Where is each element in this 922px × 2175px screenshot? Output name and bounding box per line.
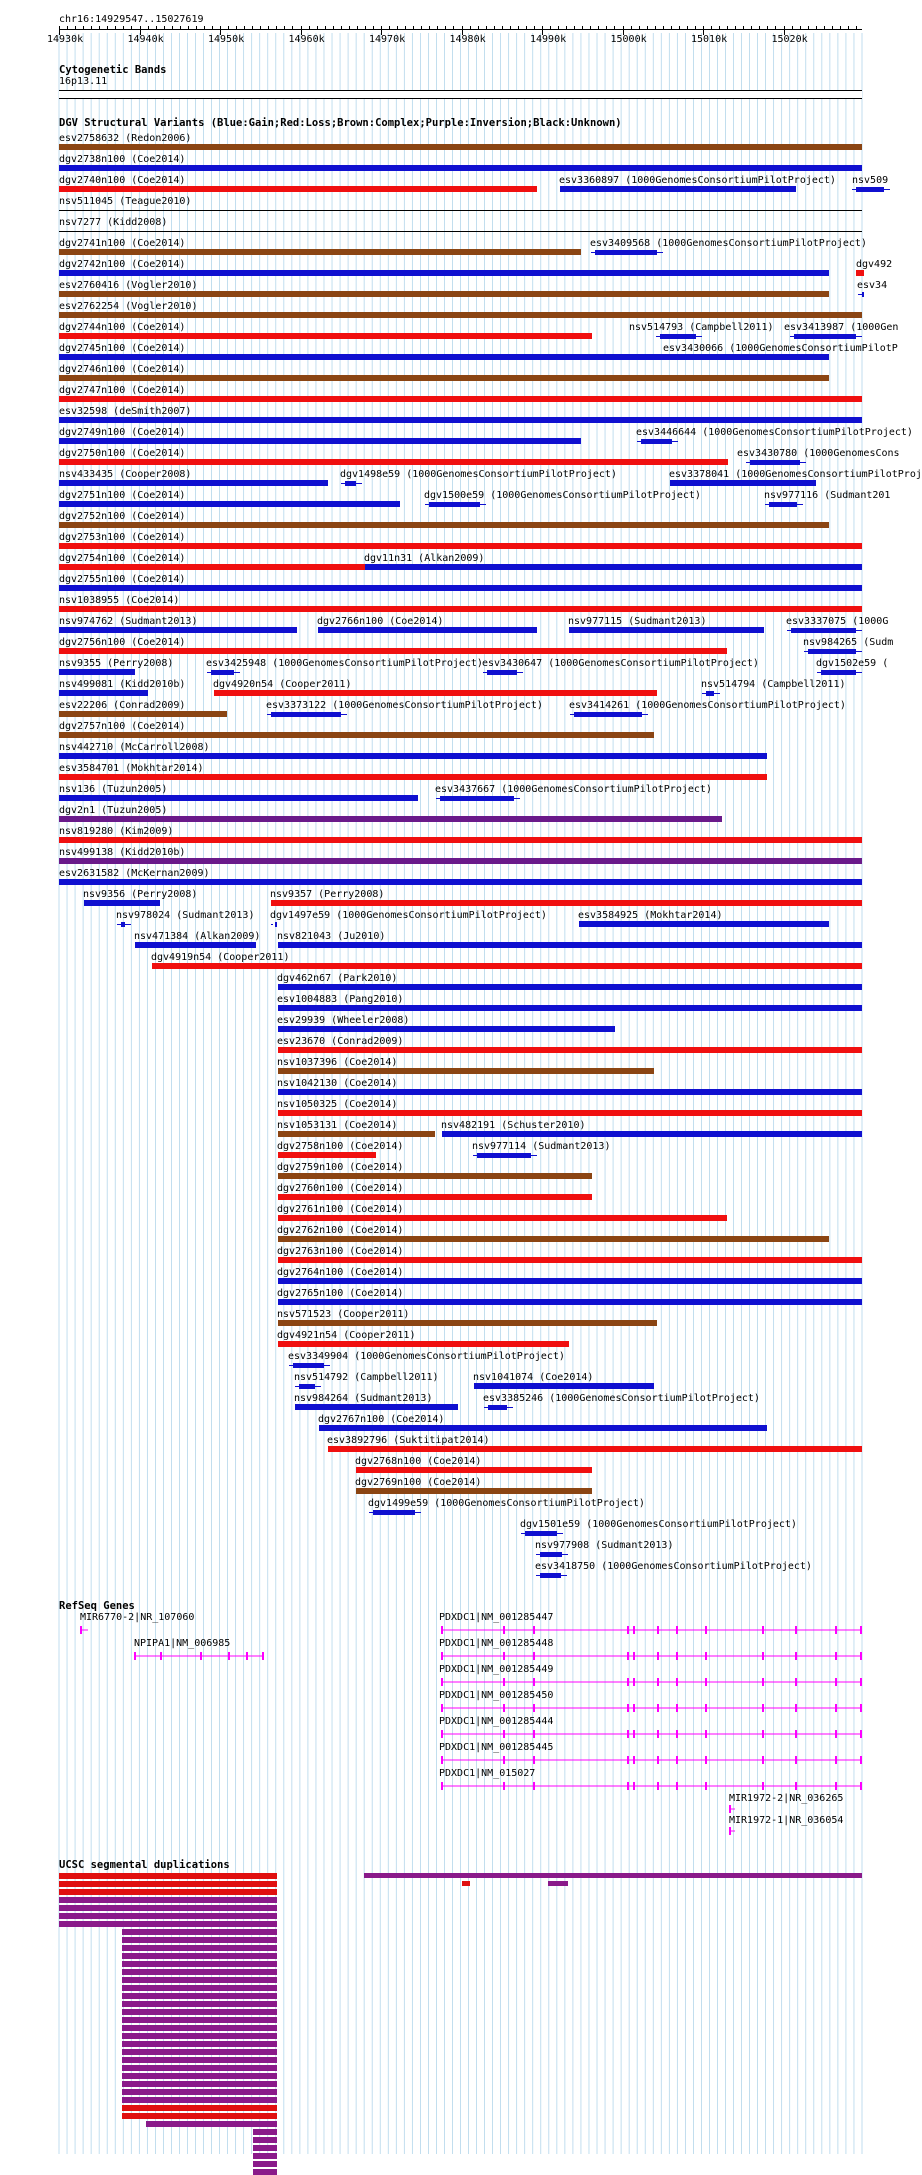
gene-exon[interactable] xyxy=(627,1730,629,1738)
variant-label[interactable]: dgv2740n100 (Coe2014) xyxy=(59,175,186,186)
gene-exon[interactable] xyxy=(262,1652,264,1660)
gene-exon[interactable] xyxy=(860,1678,862,1686)
gene-exon[interactable] xyxy=(533,1730,535,1738)
gene-exon[interactable] xyxy=(441,1782,443,1790)
ruler-tick-label: 14940k xyxy=(127,34,164,45)
gene-label[interactable]: PDXDC1|NM_001285450 xyxy=(439,1690,554,1701)
ruler-tick-label: 15020k xyxy=(771,34,808,45)
variant-label[interactable]: esv29939 (Wheeler2008) xyxy=(277,1015,410,1026)
variant-label[interactable]: esv3413987 (1000Gen xyxy=(784,322,899,333)
gene-label[interactable]: PDXDC1|NM_001285447 xyxy=(439,1612,554,1623)
variant-label[interactable]: esv3414261 (1000GenomesConsortiumPilotProject) xyxy=(569,700,846,711)
variant-label[interactable]: esv22206 (Conrad2009) xyxy=(59,700,186,711)
segdup-block[interactable] xyxy=(122,1961,277,1967)
variant-label[interactable]: esv2631582 (McKernan2009) xyxy=(59,868,210,879)
gene-exon[interactable] xyxy=(633,1652,635,1660)
segdup-block[interactable] xyxy=(122,2049,277,2055)
variant-label[interactable]: esv2760416 (Vogler2010) xyxy=(59,280,198,291)
variant-label[interactable]: dgv4921n54 (Cooper2011) xyxy=(277,1330,416,1341)
segdup-block[interactable] xyxy=(364,1873,862,1878)
variant-label[interactable]: esv3892796 (Suktitipat2014) xyxy=(327,1435,490,1446)
gene-exon[interactable] xyxy=(633,1678,635,1686)
variant-label[interactable]: esv3425948 (1000GenomesConsortiumPilotProject) xyxy=(206,658,483,669)
refseq-track-title: RefSeq Genes xyxy=(59,1600,135,1612)
gene-label[interactable]: PDXDC1|NM_001285449 xyxy=(439,1664,554,1675)
variant-label[interactable]: nsv514794 (Campbell2011) xyxy=(701,679,846,690)
variant-label[interactable]: nsv136 (Tuzun2005) xyxy=(59,784,168,795)
gene-exon[interactable] xyxy=(705,1704,707,1712)
gene-exon[interactable] xyxy=(795,1704,797,1712)
segdup-block[interactable] xyxy=(122,1993,277,1999)
variant-label[interactable]: nsv984264 (Sudmant2013) xyxy=(294,1393,433,1404)
variant-label[interactable]: esv32598 (deSmith2007) xyxy=(59,406,192,417)
variant-label[interactable]: esv3584925 (Mokhtar2014) xyxy=(578,910,723,921)
segdup-block[interactable] xyxy=(253,2129,277,2135)
segdup-block[interactable] xyxy=(122,2017,277,2023)
gene-exon[interactable] xyxy=(533,1626,535,1634)
variant-label[interactable]: dgv2750n100 (Coe2014) xyxy=(59,448,186,459)
gene-exon[interactable] xyxy=(795,1782,797,1790)
gene-exon[interactable] xyxy=(441,1652,443,1660)
variant-label[interactable]: dgv2764n100 (Coe2014) xyxy=(277,1267,404,1278)
variant-label[interactable]: nsv821043 (Ju2010) xyxy=(277,931,386,942)
gene-exon[interactable] xyxy=(533,1678,535,1686)
variant-label[interactable]: dgv462n67 (Park2010) xyxy=(277,973,398,984)
variant-label[interactable]: dgv2746n100 (Coe2014) xyxy=(59,364,186,375)
ruler-tick-label: 14950k xyxy=(208,34,245,45)
variant-label[interactable]: esv3418750 (1000GenomesConsortiumPilotProject) xyxy=(535,1561,812,1572)
variant-label[interactable]: dgv1501e59 (1000GenomesConsortiumPilotProject) xyxy=(520,1519,797,1530)
variant-label[interactable]: nsv1050325 (Coe2014) xyxy=(277,1099,398,1110)
segdup-block[interactable] xyxy=(59,1881,277,1887)
ruler-tick-label: 14960k xyxy=(288,34,325,45)
gene-exon[interactable] xyxy=(657,1704,659,1712)
variant-label[interactable]: nsv499138 (Kidd2010b) xyxy=(59,847,186,858)
variant-label[interactable]: dgv2749n100 (Coe2014) xyxy=(59,427,186,438)
segdup-block[interactable] xyxy=(122,2113,277,2119)
variant-label[interactable]: dgv2756n100 (Coe2014) xyxy=(59,637,186,648)
gene-exon[interactable] xyxy=(228,1652,230,1660)
variant-label[interactable]: esv3430647 (1000GenomesConsortiumPilotProject) xyxy=(482,658,759,669)
variant-label[interactable]: dgv2n1 (Tuzun2005) xyxy=(59,805,168,816)
variant-label[interactable]: esv3360897 (1000GenomesConsortiumPilotProject) xyxy=(559,175,836,186)
segdup-block[interactable] xyxy=(122,1977,277,1983)
ruler-tick-label: 14980k xyxy=(449,34,486,45)
cytoband-label[interactable]: 16p13.11 xyxy=(59,76,108,87)
gene-exon[interactable] xyxy=(762,1626,764,1634)
variant-label[interactable]: esv3373122 (1000GenomesConsortiumPilotProject) xyxy=(266,700,543,711)
gene-exon[interactable] xyxy=(795,1730,797,1738)
variant-label[interactable]: nsv571523 (Cooper2011) xyxy=(277,1309,410,1320)
segdup-block[interactable] xyxy=(122,2073,277,2079)
variant-label[interactable]: esv3349904 (1000GenomesConsortiumPilotProject) xyxy=(288,1351,565,1362)
gene-exon[interactable] xyxy=(705,1626,707,1634)
variant-label[interactable]: esv23670 (Conrad2009) xyxy=(277,1036,404,1047)
variant-label[interactable]: dgv1499e59 (1000GenomesConsortiumPilotProject) xyxy=(368,1498,645,1509)
variant-label[interactable]: nsv977116 (Sudmant201 xyxy=(764,490,891,501)
gene-label[interactable]: NPIPA1|NM_006985 xyxy=(134,1638,231,1649)
gene-exon[interactable] xyxy=(835,1652,837,1660)
gene-exon[interactable] xyxy=(633,1756,635,1764)
gene-exon[interactable] xyxy=(835,1704,837,1712)
segdup-block[interactable] xyxy=(253,2137,277,2143)
segdup-block[interactable] xyxy=(59,1889,277,1895)
variant-label[interactable]: dgv2745n100 (Coe2014) xyxy=(59,343,186,354)
gene-exon[interactable] xyxy=(835,1756,837,1764)
variant-label[interactable]: nsv509 xyxy=(852,175,889,186)
gene-exon[interactable] xyxy=(762,1652,764,1660)
segdup-block[interactable] xyxy=(122,2009,277,2015)
gene-exon[interactable] xyxy=(633,1730,635,1738)
variant-label[interactable]: esv3378041 (1000GenomesConsortiumPilotProj xyxy=(669,469,922,480)
ruler-tick-label: 15010k xyxy=(691,34,728,45)
gene-exon[interactable] xyxy=(533,1704,535,1712)
variant-label[interactable]: nsv1038955 (Coe2014) xyxy=(59,595,180,606)
gene-exon[interactable] xyxy=(835,1678,837,1686)
segdup-block[interactable] xyxy=(122,2089,277,2095)
segdup-block[interactable] xyxy=(59,1921,277,1927)
variant-label[interactable]: nsv977115 (Sudmant2013) xyxy=(568,616,707,627)
gene-exon[interactable] xyxy=(676,1652,678,1660)
gene-label[interactable]: PDXDC1|NM_001285448 xyxy=(439,1638,554,1649)
variant-label[interactable]: nsv974762 (Sudmant2013) xyxy=(59,616,198,627)
gene-exon[interactable] xyxy=(200,1652,202,1660)
variant-label[interactable]: dgv2759n100 (Coe2014) xyxy=(277,1162,404,1173)
gene-exon[interactable] xyxy=(676,1756,678,1764)
variant-label[interactable]: dgv2752n100 (Coe2014) xyxy=(59,511,186,522)
gene-exon[interactable] xyxy=(729,1827,731,1835)
gene-exon[interactable] xyxy=(627,1782,629,1790)
gene-exon[interactable] xyxy=(503,1730,505,1738)
segdup-block[interactable] xyxy=(122,1953,277,1959)
segdup-block[interactable] xyxy=(462,1881,470,1886)
gene-label[interactable]: PDXDC1|NM_015027 xyxy=(439,1768,536,1779)
ruler-tick-label: 14970k xyxy=(369,34,406,45)
gene-exon[interactable] xyxy=(795,1756,797,1764)
variant-label[interactable]: dgv2754n100 (Coe2014) xyxy=(59,553,186,564)
gene-exon[interactable] xyxy=(860,1782,862,1790)
gene-exon[interactable] xyxy=(633,1782,635,1790)
segdup-block[interactable] xyxy=(253,2145,277,2151)
gene-exon[interactable] xyxy=(705,1730,707,1738)
variant-label[interactable]: nsv977908 (Sudmant2013) xyxy=(535,1540,674,1551)
gene-exon[interactable] xyxy=(533,1652,535,1660)
variant-label[interactable]: dgv2761n100 (Coe2014) xyxy=(277,1204,404,1215)
variant-label[interactable]: esv3437667 (1000GenomesConsortiumPilotProject) xyxy=(435,784,712,795)
gene-exon[interactable] xyxy=(633,1704,635,1712)
segdup-block[interactable] xyxy=(253,2169,277,2175)
segdup-block[interactable] xyxy=(253,2161,277,2167)
gene-exon[interactable] xyxy=(503,1782,505,1790)
variant-label[interactable]: nsv1053131 (Coe2014) xyxy=(277,1120,398,1131)
gene-exon[interactable] xyxy=(657,1678,659,1686)
variant-label[interactable]: nsv7277 (Kidd2008) xyxy=(59,217,168,228)
ruler-tick-label: 14930k xyxy=(47,34,84,45)
variant-label[interactable]: nsv514793 (Campbell2011) xyxy=(629,322,774,333)
gene-exon[interactable] xyxy=(246,1652,248,1660)
variant-label[interactable]: nsv977114 (Sudmant2013) xyxy=(472,1141,611,1152)
gene-exon[interactable] xyxy=(676,1704,678,1712)
gene-exon[interactable] xyxy=(676,1730,678,1738)
gene-exon[interactable] xyxy=(80,1626,82,1634)
variant-label[interactable]: esv34 xyxy=(857,280,888,291)
segdup-block[interactable] xyxy=(122,1969,277,1975)
variant-label[interactable]: esv3430780 (1000GenomesCons xyxy=(737,448,900,459)
gene-exon[interactable] xyxy=(705,1678,707,1686)
segdup-block[interactable] xyxy=(122,2025,277,2031)
gene-exon[interactable] xyxy=(441,1704,443,1712)
variant-label[interactable]: esv1004883 (Pang2010) xyxy=(277,994,404,1005)
gene-exon[interactable] xyxy=(860,1652,862,1660)
gene-label[interactable]: MIR1972-2|NR_036265 xyxy=(729,1793,844,1804)
gene-exon[interactable] xyxy=(134,1652,136,1660)
gene-exon[interactable] xyxy=(657,1730,659,1738)
gene-exon[interactable] xyxy=(657,1756,659,1764)
segdup-block[interactable] xyxy=(122,2033,277,2039)
gene-exon[interactable] xyxy=(503,1652,505,1660)
segdup-block[interactable] xyxy=(122,2057,277,2063)
variant-label[interactable]: dgv2760n100 (Coe2014) xyxy=(277,1183,404,1194)
gene-exon[interactable] xyxy=(503,1756,505,1764)
segdup-block[interactable] xyxy=(122,1985,277,1991)
variant-label[interactable]: dgv4919n54 (Cooper2011) xyxy=(151,952,290,963)
variant-label[interactable]: dgv4920n54 (Cooper2011) xyxy=(213,679,352,690)
variant-label[interactable]: nsv9356 (Perry2008) xyxy=(83,889,198,900)
variant-label[interactable]: nsv819280 (Kim2009) xyxy=(59,826,174,837)
variant-label[interactable]: dgv1497e59 (1000GenomesConsortiumPilotProject) xyxy=(270,910,547,921)
variant-label[interactable]: nsv1037396 (Coe2014) xyxy=(277,1057,398,1068)
gene-exon[interactable] xyxy=(762,1756,764,1764)
variant-label[interactable]: esv2758632 (Redon2006) xyxy=(59,133,192,144)
gene-exon[interactable] xyxy=(762,1704,764,1712)
variant-label[interactable]: esv3385246 (1000GenomesConsortiumPilotProject) xyxy=(483,1393,760,1404)
gene-exon[interactable] xyxy=(441,1756,443,1764)
segdup-track-title: UCSC segmental duplications xyxy=(59,1859,230,1871)
segdup-block[interactable] xyxy=(122,2081,277,2087)
segdup-block[interactable] xyxy=(59,1913,277,1919)
gene-exon[interactable] xyxy=(533,1782,535,1790)
gene-exon[interactable] xyxy=(835,1782,837,1790)
gene-exon[interactable] xyxy=(657,1652,659,1660)
variant-label[interactable]: dgv2755n100 (Coe2014) xyxy=(59,574,186,585)
variant-label[interactable]: esv2762254 (Vogler2010) xyxy=(59,301,198,312)
gene-exon[interactable] xyxy=(627,1678,629,1686)
gene-exon[interactable] xyxy=(795,1678,797,1686)
variant-label[interactable]: dgv2753n100 (Coe2014) xyxy=(59,532,186,543)
segdup-block[interactable] xyxy=(548,1881,568,1886)
gene-exon[interactable] xyxy=(729,1805,731,1813)
gene-exon[interactable] xyxy=(657,1782,659,1790)
variant-label[interactable]: dgv2744n100 (Coe2014) xyxy=(59,322,186,333)
gene-exon[interactable] xyxy=(627,1652,629,1660)
variant-label[interactable]: dgv2751n100 (Coe2014) xyxy=(59,490,186,501)
gene-label[interactable]: MIR1972-1|NR_036054 xyxy=(729,1815,844,1826)
dgv-track-title: DGV Structural Variants (Blue:Gain;Red:Loss;Brown:Complex;Purple:Inversion;Black:Unknown) xyxy=(59,117,622,129)
gene-exon[interactable] xyxy=(160,1652,162,1660)
segdup-block[interactable] xyxy=(122,2065,277,2071)
segdup-block[interactable] xyxy=(122,2097,277,2103)
gene-exon[interactable] xyxy=(860,1626,862,1634)
variant-label[interactable]: nsv1041074 (Coe2014) xyxy=(473,1372,594,1383)
gene-exon[interactable] xyxy=(657,1626,659,1634)
gene-exon[interactable] xyxy=(795,1652,797,1660)
gene-exon[interactable] xyxy=(705,1782,707,1790)
segdup-block[interactable] xyxy=(59,1905,277,1911)
gene-exon[interactable] xyxy=(676,1782,678,1790)
segdup-block[interactable] xyxy=(59,1873,277,1879)
segdup-block[interactable] xyxy=(146,2121,277,2127)
variant-label[interactable]: esv3430066 (1000GenomesConsortiumPilotP xyxy=(663,343,898,354)
ruler-tick-label: 14990k xyxy=(530,34,567,45)
segdup-block[interactable] xyxy=(122,2041,277,2047)
variant-label[interactable]: nsv511045 (Teague2010) xyxy=(59,196,192,207)
variant-label[interactable]: nsv471384 (Alkan2009) xyxy=(134,931,261,942)
gene-exon[interactable] xyxy=(503,1626,505,1634)
variant-label[interactable]: dgv1502e59 ( xyxy=(816,658,889,669)
variant-label[interactable]: nsv482191 (Schuster2010) xyxy=(441,1120,586,1131)
variant-label[interactable]: dgv2757n100 (Coe2014) xyxy=(59,721,186,732)
variant-label[interactable]: dgv2766n100 (Coe2014) xyxy=(317,616,444,627)
segdup-block[interactable] xyxy=(122,1929,277,1935)
gene-exon[interactable] xyxy=(860,1756,862,1764)
variant-label[interactable]: dgv2768n100 (Coe2014) xyxy=(355,1456,482,1467)
variant-label[interactable]: nsv442710 (McCarroll2008) xyxy=(59,742,210,753)
gene-exon[interactable] xyxy=(762,1730,764,1738)
variant-label[interactable]: esv3337075 (1000G xyxy=(786,616,889,627)
gene-exon[interactable] xyxy=(441,1730,443,1738)
variant-label[interactable]: esv3446644 (1000GenomesConsortiumPilotProject) xyxy=(636,427,913,438)
variant-label[interactable]: dgv2758n100 (Coe2014) xyxy=(277,1141,404,1152)
gene-exon[interactable] xyxy=(835,1626,837,1634)
segdup-block[interactable] xyxy=(122,2001,277,2007)
gene-exon[interactable] xyxy=(676,1678,678,1686)
variant-label[interactable]: dgv2763n100 (Coe2014) xyxy=(277,1246,404,1257)
gene-exon[interactable] xyxy=(860,1704,862,1712)
variant-label[interactable]: dgv1500e59 (1000GenomesConsortiumPilotProject) xyxy=(424,490,701,501)
gene-exon[interactable] xyxy=(503,1678,505,1686)
gene-exon[interactable] xyxy=(503,1704,505,1712)
variant-label[interactable]: nsv433435 (Cooper2008) xyxy=(59,469,192,480)
gene-exon[interactable] xyxy=(441,1678,443,1686)
segdup-block[interactable] xyxy=(122,1945,277,1951)
gene-exon[interactable] xyxy=(533,1756,535,1764)
variant-label[interactable]: nsv514792 (Campbell2011) xyxy=(294,1372,439,1383)
gene-exon[interactable] xyxy=(705,1652,707,1660)
segdup-block[interactable] xyxy=(253,2153,277,2159)
variant-label[interactable]: nsv9357 (Perry2008) xyxy=(270,889,385,900)
gene-exon[interactable] xyxy=(762,1782,764,1790)
variant-label[interactable]: nsv984265 (Sudm xyxy=(803,637,894,648)
segdup-block[interactable] xyxy=(59,1897,277,1903)
gene-label[interactable]: MIR6770-2|NR_107060 xyxy=(80,1612,195,1623)
gene-exon[interactable] xyxy=(795,1626,797,1634)
ruler-tick-label: 15000k xyxy=(610,34,647,45)
variant-label[interactable]: dgv492 xyxy=(856,259,893,270)
variant-label[interactable]: dgv2742n100 (Coe2014) xyxy=(59,259,186,270)
variant-label[interactable]: dgv11n31 (Alkan2009) xyxy=(364,553,485,564)
gene-exon[interactable] xyxy=(633,1626,635,1634)
variant-label[interactable]: dgv2762n100 (Coe2014) xyxy=(277,1225,404,1236)
gene-exon[interactable] xyxy=(860,1730,862,1738)
variant-label[interactable]: nsv499081 (Kidd2010b) xyxy=(59,679,186,690)
segdup-block[interactable] xyxy=(122,1937,277,1943)
variant-label[interactable]: dgv2747n100 (Coe2014) xyxy=(59,385,186,396)
variant-label[interactable]: dgv2741n100 (Coe2014) xyxy=(59,238,186,249)
variant-label[interactable]: esv3409568 (1000GenomesConsortiumPilotProject) xyxy=(590,238,867,249)
variant-label[interactable]: nsv9355 (Perry2008) xyxy=(59,658,174,669)
variant-label[interactable]: nsv1042130 (Coe2014) xyxy=(277,1078,398,1089)
gene-exon[interactable] xyxy=(835,1730,837,1738)
gene-exon[interactable] xyxy=(676,1626,678,1634)
gene-exon[interactable] xyxy=(705,1756,707,1764)
variant-label[interactable]: dgv2738n100 (Coe2014) xyxy=(59,154,186,165)
segdup-block[interactable] xyxy=(122,2105,277,2111)
variant-label[interactable]: nsv978024 (Sudmant2013) xyxy=(116,910,255,921)
variant-label[interactable]: dgv2769n100 (Coe2014) xyxy=(355,1477,482,1488)
gene-exon[interactable] xyxy=(627,1704,629,1712)
variant-label[interactable]: dgv2767n100 (Coe2014) xyxy=(318,1414,445,1425)
gene-label[interactable]: PDXDC1|NM_001285444 xyxy=(439,1716,554,1727)
gene-label[interactable]: PDXDC1|NM_001285445 xyxy=(439,1742,554,1753)
variant-label[interactable]: esv3584701 (Mokhtar2014) xyxy=(59,763,204,774)
gene-exon[interactable] xyxy=(762,1678,764,1686)
variant-label[interactable]: dgv2765n100 (Coe2014) xyxy=(277,1288,404,1299)
ruler-position: chr16:14929547..15027619 xyxy=(59,14,204,25)
gene-exon[interactable] xyxy=(441,1626,443,1634)
variant-label[interactable]: dgv1498e59 (1000GenomesConsortiumPilotProject) xyxy=(340,469,617,480)
gene-exon[interactable] xyxy=(627,1756,629,1764)
cytoband-track-title: Cytogenetic Bands xyxy=(59,64,167,76)
gene-exon[interactable] xyxy=(627,1626,629,1634)
